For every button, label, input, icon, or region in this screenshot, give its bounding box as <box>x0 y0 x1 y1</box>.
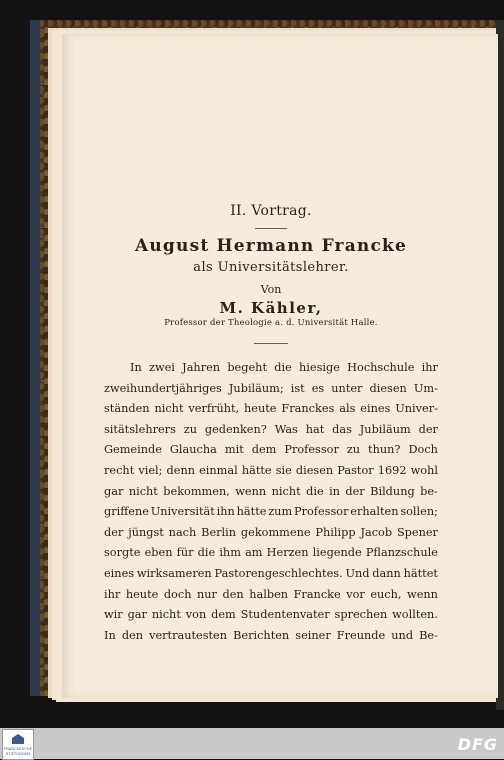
text-line: recht viel; denn einmal hätte sie diesen Pastor 1692 wohl <box>104 463 438 477</box>
article-subtitle: als Universitätslehrer. <box>193 260 349 275</box>
heading-rule <box>255 228 287 229</box>
dfg-logo[interactable]: DFG <box>457 735 498 754</box>
text-line: In den vertrautesten Berichten seiner Freunde und Be- <box>104 628 438 642</box>
text-line: In zwei Jahren begeht die hiesige Hochschule ihr <box>130 361 438 374</box>
text-line: sorgte eben für die ihm am Herzen liegende Pflanzschule <box>104 546 438 560</box>
text-line: ständen nicht verfrüht, heute Franckes als eines Univer- <box>104 402 438 416</box>
body-text <box>104 358 438 646</box>
section-rule <box>254 343 288 344</box>
text-line: wir gar nicht von dem Studentenvater sprechen wollten. <box>104 608 438 622</box>
author-role: Professor der Theologie a. d. Universität Halle. <box>164 318 378 328</box>
text-line: ihr heute doch nur den halben Francke vor euch, wenn <box>104 587 438 601</box>
text-line: gar nicht bekommen, wenn nicht die in der Bildung be- <box>104 484 438 498</box>
text-line: griffene Universität ihn hätte zum Professor erhalten sollen; <box>104 505 438 519</box>
book-spine-edge <box>30 20 40 696</box>
viewer-footer-bar <box>0 728 504 759</box>
lecture-number: II. Vortrag. <box>230 203 312 219</box>
franckesche-stiftungen-logo[interactable] <box>2 729 34 760</box>
text-line: der jüngst nach Berlin gekommene Philipp Jacob Spener <box>104 525 438 539</box>
byline-von: Von <box>260 283 282 296</box>
text-line: Gemeinde Glaucha mit dem Professor zu thun? Doch <box>104 443 438 457</box>
logo-text: FRANCKESCHE STIFTUNGEN <box>4 746 32 756</box>
text-line: sitätslehrers zu gedenken? Was hat das Jubiläum der <box>104 422 438 436</box>
text-line: zweihundertjähriges Jubiläum; ist es unter diesen Um- <box>104 381 438 395</box>
text-line: eines wirksameren Pastorengeschlechtes. Und dann hättet <box>104 566 438 580</box>
building-icon <box>12 734 24 744</box>
article-title: August Hermann Francke <box>134 236 408 256</box>
author-name: M. Kähler, <box>219 299 323 317</box>
